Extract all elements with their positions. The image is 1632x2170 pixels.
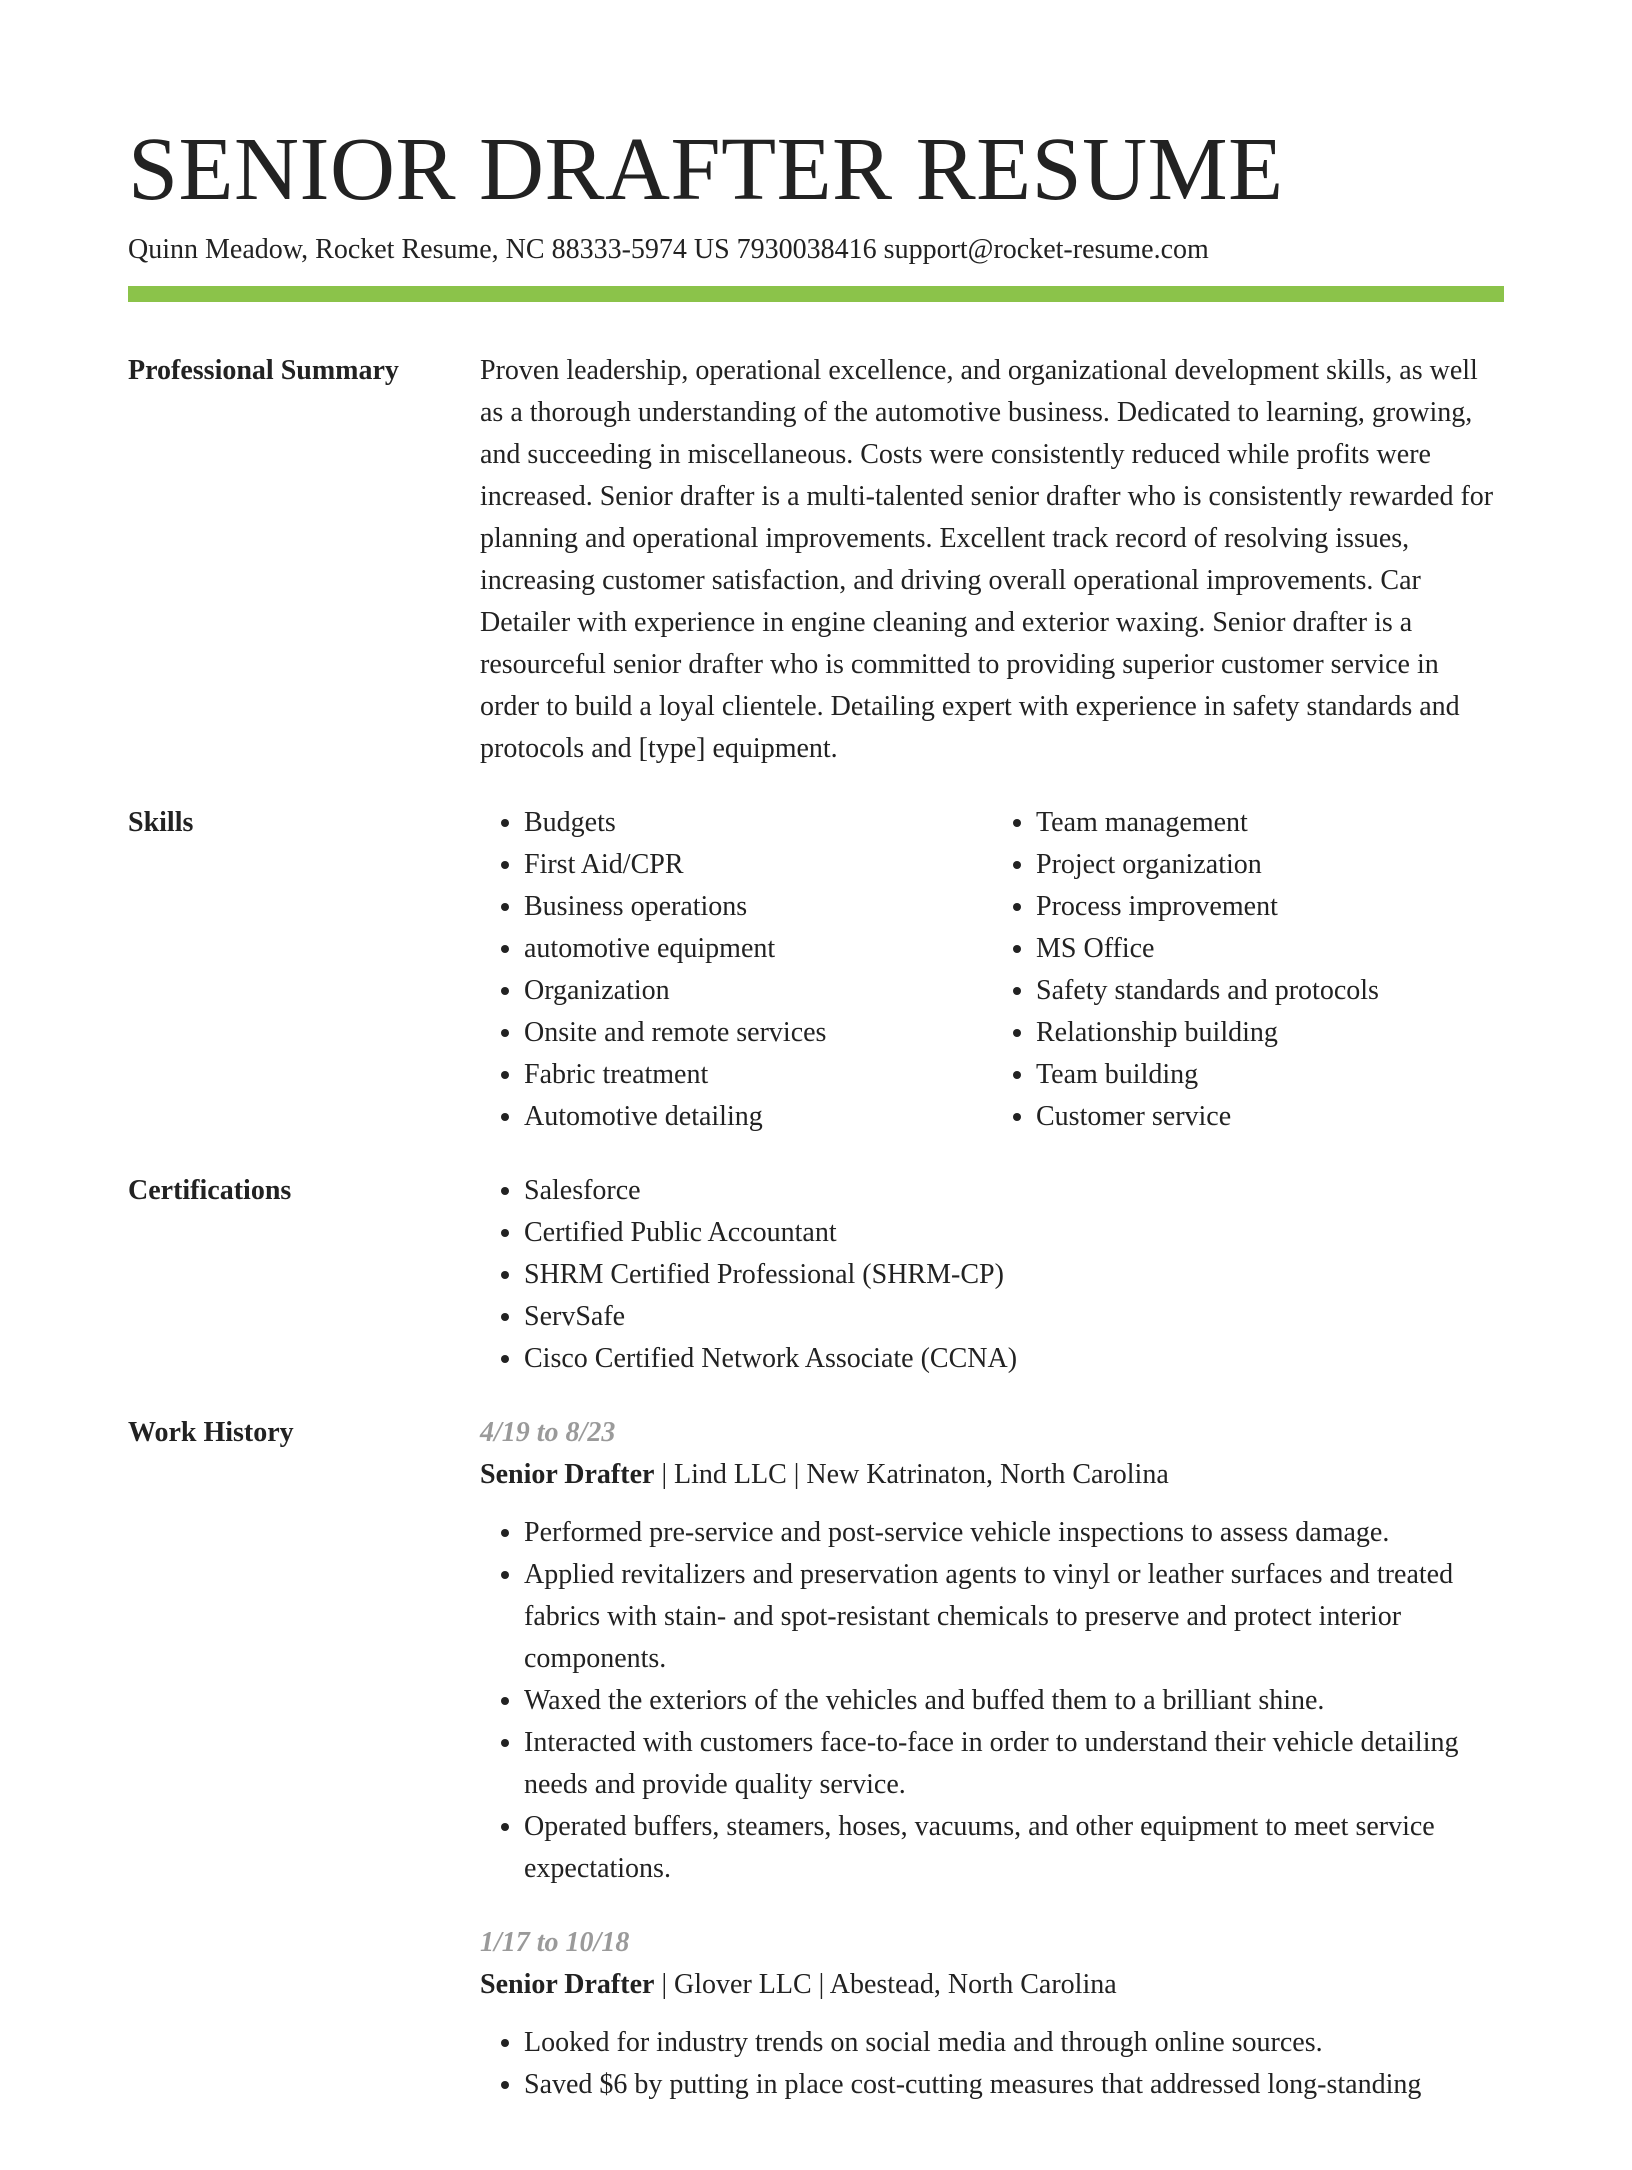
list-item: • Cisco Certified Network Associate (CCNA) [524, 1338, 1504, 1380]
list-item: • Fabric treatment [524, 1054, 992, 1096]
section-body [480, 1170, 1504, 1380]
job-bullets [480, 1512, 1504, 1890]
list-item: • Waxed the exteriors of the vehicles and buffed them to a brilliant shine. [524, 1680, 1504, 1722]
list-item: • Team management [1036, 802, 1504, 844]
job-dates: 1/17 to 10/18 [480, 1927, 630, 1958]
job-employer-location: | Lind LLC | New Katrinaton, North Carolina [654, 1459, 1169, 1490]
list-item: • Interacted with customers face-to-face in order to understand their vehicle detailing needs and provide quality service. [524, 1722, 1504, 1806]
list-item: • Customer service [1036, 1096, 1504, 1138]
job-title-line [480, 1964, 1504, 2006]
accent-divider [128, 286, 1504, 302]
job-employer-location: | Glover LLC | Abestead, North Carolina [654, 1969, 1117, 2000]
section-label: Certifications [128, 1175, 292, 1206]
section-certifications [128, 1170, 1504, 1380]
section-body [480, 350, 1504, 770]
list-item: • Salesforce [524, 1170, 1504, 1212]
section-skills [128, 802, 1504, 1138]
job-title-line [480, 1454, 1504, 1496]
job-title: Senior Drafter [480, 1459, 655, 1490]
list-item: • Certified Public Accountant [524, 1212, 1504, 1254]
skills-grid [480, 802, 1504, 1138]
list-item: • Business operations [524, 886, 992, 928]
list-item: • ServSafe [524, 1296, 1504, 1338]
job-entry [480, 1922, 1504, 2106]
list-item: • Organization [524, 970, 992, 1012]
list-item: • automotive equipment [524, 928, 992, 970]
list-item: • SHRM Certified Professional (SHRM-CP) [524, 1254, 1504, 1296]
list-item: • Safety standards and protocols [1036, 970, 1504, 1012]
certifications-list [480, 1170, 1504, 1380]
section-label: Professional Summary [128, 355, 399, 386]
list-item: • Project organization [1036, 844, 1504, 886]
resume-sections [128, 350, 1504, 2170]
list-item: • Budgets [524, 802, 992, 844]
resume-title: SENIOR DRAFTER RESUME [128, 120, 1284, 219]
list-item: • Process improvement [1036, 886, 1504, 928]
section-label: Skills [128, 807, 194, 838]
list-item: • Team building [1036, 1054, 1504, 1096]
list-item: • Automotive detailing [524, 1096, 992, 1138]
skills-list-right [992, 802, 1504, 1138]
section-professional-summary [128, 350, 1504, 770]
list-item: • Relationship building [1036, 1012, 1504, 1054]
list-item: • Onsite and remote services [524, 1012, 992, 1054]
job-bullets [480, 2022, 1504, 2106]
list-item: • MS Office [1036, 928, 1504, 970]
list-item: • Performed pre-service and post-service vehicle inspections to assess damage. [524, 1512, 1504, 1554]
contact-line: Quinn Meadow, Rocket Resume, NC 88333-5974 US 7930038416 support@rocket-resume.com [128, 234, 1209, 265]
skills-list-left [480, 802, 992, 1138]
job-title: Senior Drafter [480, 1969, 655, 2000]
list-item: • Looked for industry trends on social media and through online sources. [524, 2022, 1504, 2064]
summary-text: Proven leadership, operational excellence, and organizational development skills, as well as a thorough understanding of the automotive business. Dedicated to learning, growing, and succeeding in miscellaneous. Costs were consistently reduced while profits were increased. Senior drafter is a multi-talented senior drafter who is consistently rewarded for planning and operational improvements. Excellent track record of resolving issues, increasing customer satisfaction, and driving overall operational improvements. Car Detailer with experience in engine cleaning and exterior waxing. Senior drafter is a resourceful senior drafter who is committed to providing superior customer service in order to build a loyal clientele. Detailing expert with experience in safety standards and protocols and [type] equipment. [480, 355, 1494, 764]
list-item: • Operated buffers, steamers, hoses, vacuums, and other equipment to meet service expectations. [524, 1806, 1504, 1890]
section-work-history [128, 1412, 1504, 2138]
job-dates: 4/19 to 8/23 [480, 1417, 616, 1448]
section-label: Work History [128, 1417, 294, 1448]
list-item: • Saved $6 by putting in place cost-cutting measures that addressed long-standing [524, 2064, 1504, 2106]
list-item: • First Aid/CPR [524, 844, 992, 886]
list-item: • Applied revitalizers and preservation agents to vinyl or leather surfaces and treated fabrics with stain- and spot-resistant chemicals to preserve and protect interior components. [524, 1554, 1504, 1680]
job-entry [480, 1412, 1504, 1890]
section-body [480, 1412, 1504, 2138]
